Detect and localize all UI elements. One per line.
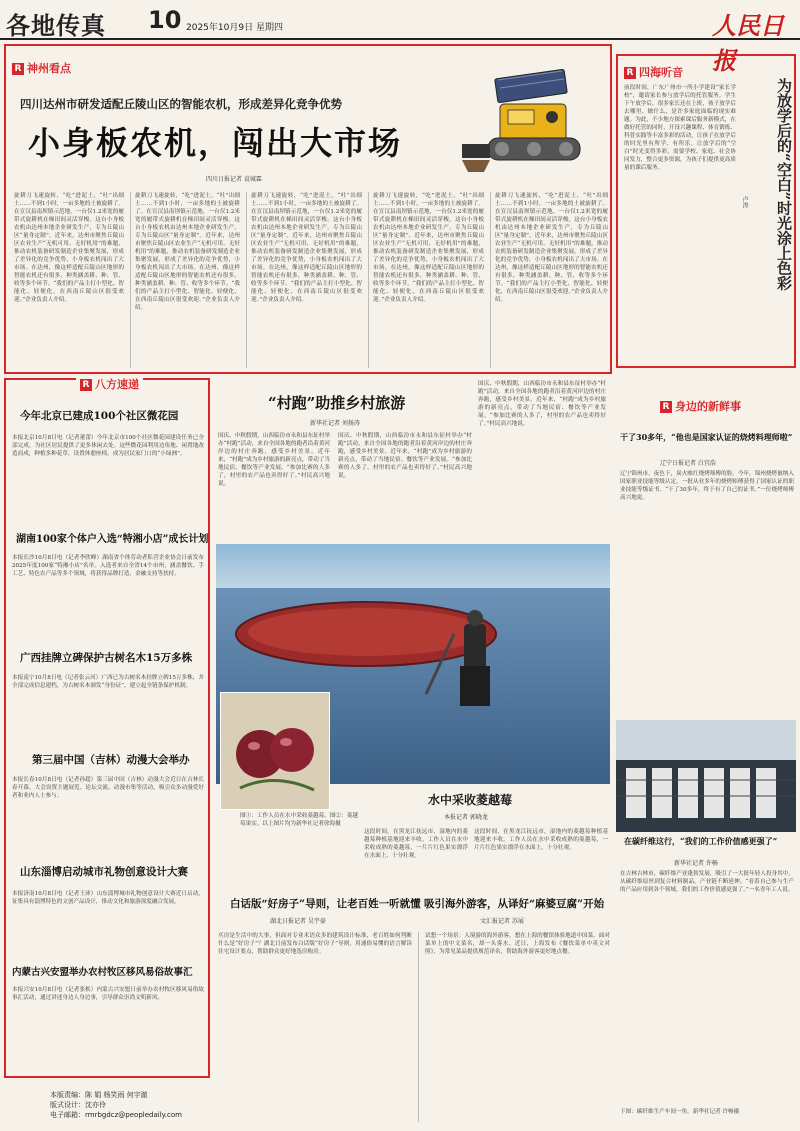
brief-6-text: 本报兴安10月8日电（记者张枨）内蒙古兴安盟日前举办农村牧区移风易俗故事汇活动，通过讲述身边人身边事，引导群众崇尚文明新风。 (12, 987, 204, 1001)
bbq-byline: 辽宁日报记者 白宜浩 (660, 460, 716, 467)
feature-subhead: 四川达州市研发适配丘陵山区的智能农机，形成差异化竞争优势 (20, 97, 342, 111)
feature-headline: 小身板农机，闯出大市场 (28, 124, 403, 162)
opinion-text: 前段时间，广东广州市一所小学建设“家长学校”，邀请家长参与放学后的托管服务。学生下午放学后，很多家长还在上班，孩子放学后去哪里、做什么，是许多家庭面临的现实难题。为此，不少地方探索课后服务新模式，在做好托管的同时，开设兴趣课程、体育锻炼、科普实践等丰富多彩的活动，让孩子在放学后的时光里有所学、有所乐。让放学后的“空白”时光变得多彩，需要学校、家庭、社会协同发力，整合更多资源，为孩子们提供更高质量的课后服务。 (624, 85, 736, 171)
column-label: 四海听音 (639, 66, 683, 79)
village-run-col-1: 国庆、中秋假期，山西临汾市永和县东征村举办“村跑”活动，来自全国各地的跑者沿着黄河岸边的村庄奔跑，感受乡村美景。近年来，“村跑”成为乡村旅游的新亮点，带动了当地民宿、餐饮等产业发展。“参加比赛的人多了，村里的农产品也卖得好了。”村民高兴地说。 (218, 433, 330, 487)
mapo-tofu-headline: 吸引海外游客，从译好“麻婆豆腐”开始 (424, 898, 605, 910)
opinion-byline: 卢涛 (741, 196, 748, 208)
village-run-col-3: 国庆、中秋假期，山西临汾市永和县东征村举办“村跑”活动，来自全国各地的跑者沿着黄河岸边的村庄奔跑，感受乡村美景。近年来，“村跑”成为乡村旅游的新亮点，带动了当地民宿、餐饮等产业发展。“参加比赛的人多了，村里的农产品也卖得好了。”村民高兴地说。 (478, 381, 606, 427)
opinion-box (616, 54, 796, 368)
column-label: 八方速递 (95, 378, 139, 391)
cranberry-closeup-photo (220, 692, 330, 810)
opinion-headline: 为放学后的“空白”时光涂上色彩 (775, 78, 793, 291)
tag-mark-icon: R (624, 67, 636, 79)
tiller-machine-illustration (458, 68, 608, 183)
feature-col-1: 旋耕刀飞速旋转，“吃”进泥土，“吐”出细土……不到1小时，一亩多地的土被旋耕了。在宣汉县南坝镇示范地，一台仅1.2米宽的履带式旋耕机在梯田间灵活穿梭。这台小身板农机由达州本地企业研发生产，专为丘陵山区“量身定制”。近年来，达州市聚焦丘陵山区农业生产“无机可用、无好机用”的难题，推动农机装备研发制造企业集聚发展，形成了差异化的竞争优势，小身板农机闯出了大市场。在达州，像这样适配丘陵山区地形的智能农机还有很多，种类涵盖耕、种、管、收等多个环节。“我们的产品主打小型化、智能化、轻便化，在西南丘陵山区很受欢迎。”企业负责人介绍。 (14, 193, 124, 303)
column-tag-bafang (76, 376, 143, 392)
good-house-byline: 湖北日报记者 吴宇豪 (270, 918, 326, 925)
page-number: 10 (148, 6, 182, 34)
feature-col-5: 旋耕刀飞速旋转，“吃”进泥土，“吐”出细土……不到1小时，一亩多地的土被旋耕了。在宣汉县南坝镇示范地，一台仅1.2米宽的履带式旋耕机在梯田间灵活穿梭。这台小身板农机由达州本地企业研发生产，专为丘陵山区“量身定制”。近年来，达州市聚焦丘陵山区农业生产“无机可用、无好机用”的难题，推动农机装备研发制造企业集聚发展，形成了差异化的竞争优势，小身板农机闯出了大市场。在达州，像这样适配丘陵山区地形的智能农机还有很多，种类涵盖耕、种、管、收等多个环节。“我们的产品主打小型化、智能化、轻便化，在西南丘陵山区很受欢迎。”企业负责人介绍。 (490, 192, 608, 368)
feature-col-4: 旋耕刀飞速旋转，“吃”进泥土，“吐”出细土……不到1小时，一亩多地的土被旋耕了。在宣汉县南坝镇示范地，一台仅1.2米宽的履带式旋耕机在梯田间灵活穿梭。这台小身板农机由达州本地企业研发生产，专为丘陵山区“量身定制”。近年来，达州市聚焦丘陵山区农业生产“无机可用、无好机用”的难题，推动农机装备研发制造企业集聚发展，形成了差异化的竞争优势，小身板农机闯出了大市场。在达州，像这样适配丘陵山区地形的智能农机还有很多，种类涵盖耕、种、管、收等多个环节。“我们的产品主打小型化、智能化、轻便化，在西南丘陵山区很受欢迎。”企业负责人介绍。 (368, 192, 484, 368)
newspaper-logo: 人民日报 (712, 11, 784, 75)
issue-date: 2025年10月9日 星期四 (186, 23, 283, 33)
brief-3-text: 本报南宁10月8日电（记者张云河）广西已为古树名木挂牌立碑15万多株，并全部完成信息建档，为古树名木颁发“身份证”，建立起全链条保护机制。 (12, 675, 204, 689)
cranberry-text-1: 这段时间，在黑龙江抚远市，湿地内的菱越莓种植基地迎来丰收。工作人员在水中采收成熟的菱越莓，一片片红色果实漂浮在水面上，十分壮观。 (364, 829, 468, 859)
village-run-col-2: 国庆、中秋假期，山西临汾市永和县东征村举办“村跑”活动，来自全国各地的跑者沿着黄河岸边的村庄奔跑，感受乡村美景。近年来，“村跑”成为乡村旅游的新亮点，带动了当地民宿、餐饮等产业发展。“参加比赛的人多了，村里的农产品也卖得好了。”村民高兴地说。 (338, 433, 472, 479)
column-label: 身边的新鲜事 (675, 400, 741, 413)
credits-editors: 本版责编：陈 娟 杨笑雨 何宇澈 (50, 1091, 148, 1099)
photo-caption: 图①：工作人员在水中采收菱越莓。图②：菱越莓果实。以上图片均为新华社记者徐海摄 (240, 813, 358, 827)
bbq-text: 辽宁锦州市，夜色下，炭火映红烧烤师傅的脸。今年，锦州烧烤被纳入国家职业技能等级认定，一批从业多年的烧烤师傅获得了国家认证的职业技能等级证书。“干了30多年，终于有了自己的证书。”一位烧烤师傅高兴地说。 (620, 471, 794, 501)
bbq-headline: 干了30多年，“他也是国家认证的烧烤料理师啦” (620, 432, 793, 442)
brief-6-headline: 内蒙古兴安盟举办农村牧区移风易俗故事汇 (12, 967, 193, 978)
column-label: 神州看点 (27, 62, 71, 75)
village-run-byline: 新华社记者 刘扬涛 (310, 420, 360, 427)
village-run-headline: “村跑”助推乡村旅游 (268, 394, 406, 412)
cranberry-text-2: 这段时间，在黑龙江抚远市，湿地内的菱越莓种植基地迎来丰收。工作人员在水中采收成熟的菱越莓，一片片红色果实漂浮在水面上，十分壮观。 (474, 829, 608, 851)
brief-3-headline: 广西挂牌立碑保护古树名木15万多株 (20, 652, 193, 664)
feature-byline: 四川日报记者 袁城霖 (206, 176, 262, 183)
tag-mark-icon: R (12, 63, 24, 75)
solar-panel (495, 69, 568, 103)
brief-2-headline: 湖南100家个体户入选“特湘小店”成长计划 (16, 534, 209, 545)
brief-1-text: 本报北京10月8日电（记者董蕾）今年北京市100个社区微花园建设任务已全部完成，为社区居民提供了更多休闲去处。这些微花园利用边角地、闲置地改造而成，种植多种花草，设置休憩座椅，成为居民家门口的“小绿洲”。 (12, 435, 204, 457)
brief-1-headline: 今年北京已建成100个社区微花园 (20, 410, 179, 422)
page-credits (50, 1090, 182, 1120)
top-feature-box (4, 44, 612, 374)
carbon-fiber-byline: 新华社记者 许畅 (674, 860, 718, 867)
brief-5-text: 本报济南10月8日电（记者王沛）山东淄博城市礼物创意设计大赛近日启动，征集具有淄博特色的文创产品设计，推动文化和旅游深度融合发展。 (12, 891, 204, 905)
credits-design: 版式设计：沈亦伶 (50, 1101, 106, 1109)
section-title: 各地传真 (6, 12, 106, 40)
briefs-box (4, 378, 210, 1078)
good-house-headline: 白话版“好房子”导则，让老百姓一听就懂 (230, 898, 421, 910)
brief-4-headline: 第三届中国（吉林）动漫大会举办 (32, 754, 190, 766)
cranberry-byline: 本报记者 郭晓龙 (444, 814, 488, 821)
tag-mark-icon: R (80, 379, 92, 391)
feature-col-3: 旋耕刀飞速旋转，“吃”进泥土，“吐”出细土……不到1小时，一亩多地的土被旋耕了。在宣汉县南坝镇示范地，一台仅1.2米宽的履带式旋耕机在梯田间灵活穿梭。这台小身板农机由达州本地企业研发生产，专为丘陵山区“量身定制”。近年来，达州市聚焦丘陵山区农业生产“无机可用、无好机用”的难题，推动农机装备研发制造企业集聚发展，形成了差异化的竞争优势，小身板农机闯出了大市场。在达州，像这样适配丘陵山区地形的智能农机还有很多，种类涵盖耕、种、管、收等多个环节。“我们的产品主打小型化、智能化、轻便化，在西南丘陵山区很受欢迎。”企业负责人介绍。 (246, 192, 362, 368)
column-tag-shenbian (660, 398, 741, 414)
feature-col-2: 旋耕刀飞速旋转，“吃”进泥土，“吐”出细土……不到1小时，一亩多地的土被旋耕了。在宣汉县南坝镇示范地，一台仅1.2米宽的履带式旋耕机在梯田间灵活穿梭。这台小身板农机由达州本地企业研发生产，专为丘陵山区“量身定制”。近年来，达州市聚焦丘陵山区农业生产“无机可用、无好机用”的难题，推动农机装备研发制造企业集聚发展，形成了差异化的竞争优势，小身板农机闯出了大市场。在达州，像这样适配丘陵山区地形的智能农机还有很多，种类涵盖耕、种、管、收等多个环节。“我们的产品主打小型化、智能化、轻便化，在西南丘陵山区很受欢迎。”企业负责人介绍。 (130, 192, 240, 368)
carbon-fiber-text: 在吉林吉林市，碳纤维产业蓬勃发展，吸引了一大批年轻人投身其中。从碳纤维原丝到复合材料制品，产业链不断延伸。“看着自己参与生产的产品应用到各个领域，我们的工作价值感更强了。”一名青年工人说。 (620, 871, 794, 893)
column-tag-sihai (624, 64, 683, 80)
carbon-fiber-workshop-photo (616, 720, 796, 832)
carbon-fiber-caption: 下图：碳纤维生产车间一角。新华社记者 许畅摄 (620, 1109, 740, 1115)
brief-2-text: 本报长沙10月8日电（记者李欣峰）湖南省个体劳动者私营企业协会日前发布2025年度100家“特湘小店”名单。入选者来自全省14个市州，涵盖餐饮、手工艺、特色农产品等多个领域，将获得品牌打造、金融支持等扶持。 (12, 555, 204, 577)
cranberry-headline: 水中采收菱越莓 (428, 793, 513, 807)
carbon-fiber-headline: 在碳纤维这行，“我们的工作价值感更强了” (624, 836, 778, 846)
column-tag-shenzhou (12, 60, 71, 76)
brief-5-headline: 山东淄博启动城市礼物创意设计大赛 (20, 866, 188, 878)
good-house-text: 买房是生活中的大事，但面对专业术语众多的建筑设计标准，老百姓如何判断什么是“好房子”？湖北日前发布白话版“好房子”导则，用通俗易懂的语言解读住宅设计要点，帮助群众更好地选房购房。 (218, 933, 412, 955)
tag-mark-icon: R (660, 401, 672, 413)
mapo-tofu-byline: 文汇报记者 苏展 (480, 918, 524, 925)
mapo-tofu-text: 试想一个场景：入境游的海外游客，想在上海的餐馆体验地道中国菜，面对菜单上的中文菜名，却一头雾水。近日，上海发布《餐饮菜单中英文对照》，为常见菜品提供规范译名，帮助海外游客更好地点餐。 (418, 932, 610, 1122)
credits-email: 电子邮箱：rmrbgdcz@peopledaily.com (50, 1111, 182, 1119)
brief-4-text: 本报长春10月8日电（记者孙超）第三届中国（吉林）动漫大会近日在吉林长春开幕。大会设置主题展览、论坛交流、动漫市集等活动，吸引众多动漫爱好者和业内人士参与。 (12, 777, 204, 799)
